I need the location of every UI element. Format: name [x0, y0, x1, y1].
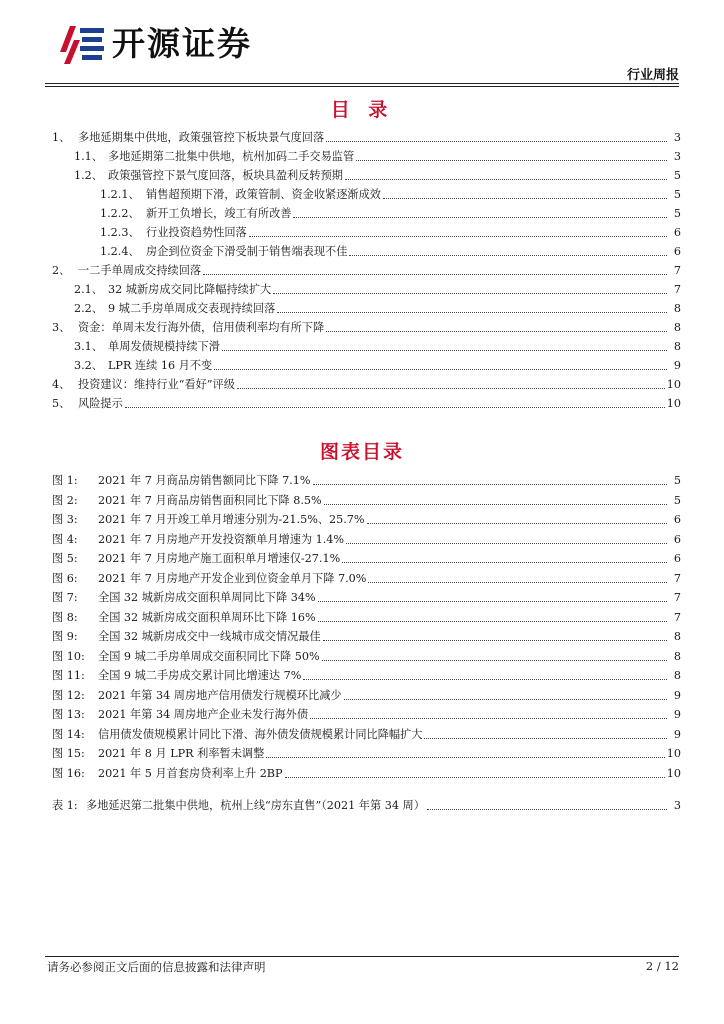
- toc-entry[interactable]: [74, 146, 681, 164]
- toc-entry-number: 2.1、: [74, 283, 103, 296]
- table-list: [52, 795, 681, 815]
- dot-leader: [310, 718, 667, 719]
- figure-number: 图 5:: [52, 552, 78, 565]
- toc-entry-label: 一二手单周成交持续回落: [78, 264, 202, 277]
- toc-entry-number: 3、: [52, 321, 71, 334]
- dot-leader: [427, 809, 667, 810]
- figure-number: 图 9:: [52, 630, 78, 643]
- figure-label: 2021 年 7 月房地产开发企业到位资金单月下降 7.0%: [98, 571, 367, 585]
- dot-leader: [285, 777, 665, 778]
- figure-number: 图 8:: [52, 610, 78, 624]
- toc-entry[interactable]: [100, 222, 681, 240]
- dot-leader: [303, 679, 667, 680]
- figure-number: 图 2:: [52, 493, 78, 507]
- toc-entry-label: 单周发债规模持续下滑: [108, 340, 220, 353]
- page-ref: 3: [673, 150, 681, 163]
- page-ref: 7: [673, 264, 681, 277]
- toc-entry-number: 3.2、: [74, 359, 103, 372]
- figure-entry[interactable]: [52, 763, 681, 781]
- figure-number: 图 6:: [52, 571, 78, 585]
- page-ref: 7: [673, 591, 681, 604]
- figure-entry[interactable]: [52, 470, 681, 488]
- toc-entry-label: 多地延期集中供地，政策强管控下板块景气度回落: [78, 131, 325, 144]
- toc-entry[interactable]: [74, 355, 681, 373]
- page-ref: 8: [673, 321, 681, 334]
- toc-entry[interactable]: [52, 127, 681, 145]
- page-ref: 7: [673, 571, 681, 585]
- figure-label: 信用债发债规模累计同比下滑、海外债发债规模累计同比降幅扩大: [98, 727, 423, 741]
- toc-entry-label: 销售超预期下滑，政策管制、资金收紧逐渐成效: [146, 188, 381, 201]
- dot-leader: [214, 369, 667, 370]
- dot-leader: [326, 141, 667, 142]
- dot-leader: [367, 523, 667, 524]
- figures-title: 图表目录: [319, 441, 404, 463]
- toc-entry[interactable]: [52, 374, 681, 392]
- toc-entry[interactable]: [74, 336, 681, 354]
- figure-number: 图 10:: [52, 649, 85, 663]
- page-ref: 7: [673, 610, 681, 624]
- figure-entry[interactable]: [52, 743, 681, 761]
- header-divider: [45, 83, 679, 84]
- figure-number: 图 13:: [52, 708, 85, 721]
- toc-list: [52, 127, 681, 410]
- page-ref: 6: [673, 513, 681, 526]
- dot-leader: [318, 601, 667, 602]
- figure-entry[interactable]: [52, 587, 681, 605]
- toc-entry-label: 新开工负增长，竣工有所改善: [146, 207, 292, 220]
- toc-entry[interactable]: [52, 393, 681, 411]
- page-ref: 3: [673, 131, 681, 144]
- dot-leader: [356, 160, 667, 161]
- toc-title: 目 录: [330, 99, 394, 121]
- figure-entry[interactable]: [52, 568, 681, 586]
- toc-entry-label: 行业投资趋势性回落: [146, 226, 247, 239]
- toc-entry-number: 1.2.1、: [100, 188, 140, 201]
- figure-entry[interactable]: [52, 724, 681, 742]
- toc-entry-number: 1.2、: [74, 169, 103, 182]
- dot-leader: [237, 388, 665, 389]
- page-ref: 5: [673, 493, 681, 507]
- dot-leader: [293, 217, 667, 218]
- toc-entry[interactable]: [74, 279, 681, 297]
- dot-leader: [249, 236, 667, 237]
- figure-label: 2021 年 7 月开竣工单月增速分别为-21.5%、25.7%: [98, 513, 365, 526]
- page-ref: 10: [666, 747, 681, 760]
- figure-number: 图 15:: [52, 747, 85, 760]
- figure-number: 图 7:: [52, 591, 78, 604]
- figure-number: 图 14:: [52, 727, 85, 741]
- toc-entry-label: 资金：单周未发行海外债，信用债利率均有所下降: [78, 321, 325, 334]
- page-ref: 9: [673, 359, 681, 372]
- brand-name: 开源证券: [112, 24, 252, 63]
- toc-entry[interactable]: [100, 184, 681, 202]
- page-ref: 5: [673, 474, 681, 487]
- dot-leader: [203, 274, 667, 275]
- figure-entry[interactable]: [52, 490, 681, 508]
- figure-entry[interactable]: [52, 626, 681, 644]
- figure-label: 2021 年 7 月房地产开发投资额单月增速为 1.4%: [98, 532, 345, 546]
- toc-entry-label: 房企到位资金下滑受制于销售端表现不佳: [146, 245, 348, 258]
- dot-leader: [424, 738, 667, 739]
- dot-leader: [277, 312, 667, 313]
- toc-entry-number: 1.1、: [74, 150, 103, 163]
- page-ref: 3: [673, 799, 681, 812]
- dot-leader: [342, 562, 667, 563]
- toc-entry[interactable]: [74, 165, 681, 183]
- toc-entry[interactable]: [100, 241, 681, 259]
- toc-entry-number: 1.2.3、: [100, 226, 140, 239]
- dot-leader: [383, 198, 667, 199]
- figure-number: 图 11:: [52, 669, 85, 682]
- toc-entry-number: 1.2.2、: [100, 207, 140, 220]
- table-number: 表 1:: [52, 799, 78, 812]
- figure-label: 全国 9 城二手房成交累计同比增速达 7%: [98, 669, 302, 682]
- toc-entry-number: 2、: [52, 264, 71, 277]
- dot-leader: [322, 660, 667, 661]
- toc-entry-number: 2.2、: [74, 302, 103, 315]
- page-ref: 10: [666, 378, 681, 391]
- figure-entry[interactable]: [52, 704, 681, 722]
- figure-label: 2021 年 5 月首套房贷利率上升 2BP: [98, 766, 283, 780]
- figure-entry[interactable]: [52, 646, 681, 664]
- page-ref: 9: [673, 708, 681, 721]
- figure-number: 图 12:: [52, 688, 85, 702]
- footer-disclaimer: 请务必参阅正文后面的信息披露和法律声明: [47, 960, 266, 974]
- toc-entry[interactable]: [74, 298, 681, 316]
- dot-leader: [266, 757, 664, 758]
- dot-leader: [318, 621, 667, 622]
- toc-entry-number: 1.2.4、: [100, 245, 140, 258]
- dot-leader: [125, 407, 665, 408]
- page-ref: 7: [673, 283, 681, 296]
- figure-label: 全国 32 城新房成交面积单周环比下降 16%: [98, 610, 316, 624]
- dot-leader: [368, 582, 667, 583]
- dot-leader: [222, 350, 667, 351]
- page-ref: 8: [673, 302, 681, 315]
- page-ref: 6: [673, 532, 681, 546]
- figure-label: 2021 年 7 月商品房销售面积同比下降 8.5%: [98, 493, 322, 507]
- dot-leader: [346, 543, 667, 544]
- figure-number: 图 16:: [52, 766, 85, 780]
- figure-number: 图 4:: [52, 532, 78, 546]
- page-number: 2 / 12: [645, 959, 679, 973]
- toc-entry-label: LPR 连续 16 月不变: [108, 359, 213, 372]
- page-ref: 6: [673, 552, 681, 565]
- page-ref: 9: [673, 688, 681, 702]
- page-ref: 5: [673, 169, 681, 182]
- figure-entry[interactable]: [52, 665, 681, 683]
- figure-label: 2021 年 7 月商品房销售额同比下降 7.1%: [98, 474, 311, 487]
- page-ref: 10: [666, 766, 681, 780]
- page-ref: 6: [673, 245, 681, 258]
- page-ref: 8: [673, 649, 681, 663]
- toc-entry-label: 32 城新房成交同比降幅持续扩大: [108, 283, 272, 296]
- page-ref: 6: [673, 226, 681, 239]
- toc-entry-number: 1、: [52, 131, 71, 144]
- table-label: 多地延迟第二批集中供地，杭州上线“房东直售”（2021 年第 34 周）: [86, 799, 425, 812]
- dot-leader: [273, 293, 667, 294]
- figure-label: 2021 年 8 月 LPR 利率暂未调整: [98, 747, 265, 760]
- toc-entry-label: 9 城二手房单周成交表现持续回落: [108, 302, 276, 315]
- figure-label: 全国 32 城新房成交中一线城市成交情况最佳: [98, 630, 321, 643]
- table-entry[interactable]: [52, 795, 681, 813]
- toc-entry[interactable]: [52, 260, 681, 278]
- figure-label: 2021 年第 34 周房地产企业未发行海外债: [98, 708, 309, 721]
- dot-leader: [349, 255, 667, 256]
- figure-entry[interactable]: [52, 509, 681, 527]
- dot-leader: [345, 179, 667, 180]
- figure-entry[interactable]: [52, 548, 681, 566]
- page-ref: 5: [673, 207, 681, 220]
- page-ref: 5: [673, 188, 681, 201]
- toc-entry-label: 政策强管控下景气度回落，板块具盈利反转预期: [108, 169, 343, 182]
- figure-number: 图 1:: [52, 474, 78, 487]
- dot-leader: [324, 504, 667, 505]
- page-ref: 9: [673, 727, 681, 741]
- figure-entry[interactable]: [52, 685, 681, 703]
- report-type: 行业周报: [626, 68, 679, 83]
- toc-entry-label: 投资建议：维持行业“看好”评级: [78, 378, 235, 391]
- toc-entry-label: 风险提示: [78, 397, 123, 410]
- figure-number: 图 3:: [52, 513, 78, 526]
- dot-leader: [344, 699, 667, 700]
- toc-entry-label: 多地延期第二批集中供地，杭州加码二手交易监管: [108, 150, 355, 163]
- toc-entry-number: 5、: [52, 397, 71, 410]
- figure-label: 全国 9 城二手房单周成交面积同比下降 50%: [98, 649, 320, 663]
- page-ref: 8: [673, 340, 681, 353]
- footer-divider: [45, 956, 679, 957]
- toc-entry[interactable]: [52, 317, 681, 335]
- page-ref: 8: [673, 630, 681, 643]
- page-header: [0, 0, 724, 90]
- figure-label: 2021 年第 34 周房地产信用债发行规模环比减少: [98, 688, 342, 702]
- figure-label: 2021 年 7 月房地产施工面积单月增速仅-27.1%: [98, 552, 341, 565]
- figure-label: 全国 32 城新房成交面积单周同比下降 34%: [98, 591, 316, 604]
- dot-leader: [326, 331, 667, 332]
- figure-entry[interactable]: [52, 529, 681, 547]
- dot-leader: [313, 484, 668, 485]
- kaiyuan-logo-icon: [58, 22, 108, 66]
- toc-entry-number: 4、: [52, 378, 71, 391]
- page-ref: 8: [673, 669, 681, 682]
- page-ref: 10: [666, 397, 681, 410]
- dot-leader: [323, 640, 667, 641]
- figure-list: [52, 470, 681, 780]
- toc-entry[interactable]: [100, 203, 681, 221]
- header-divider-thin: [45, 86, 679, 87]
- figure-entry[interactable]: [52, 607, 681, 625]
- toc-entry-number: 3.1、: [74, 340, 103, 353]
